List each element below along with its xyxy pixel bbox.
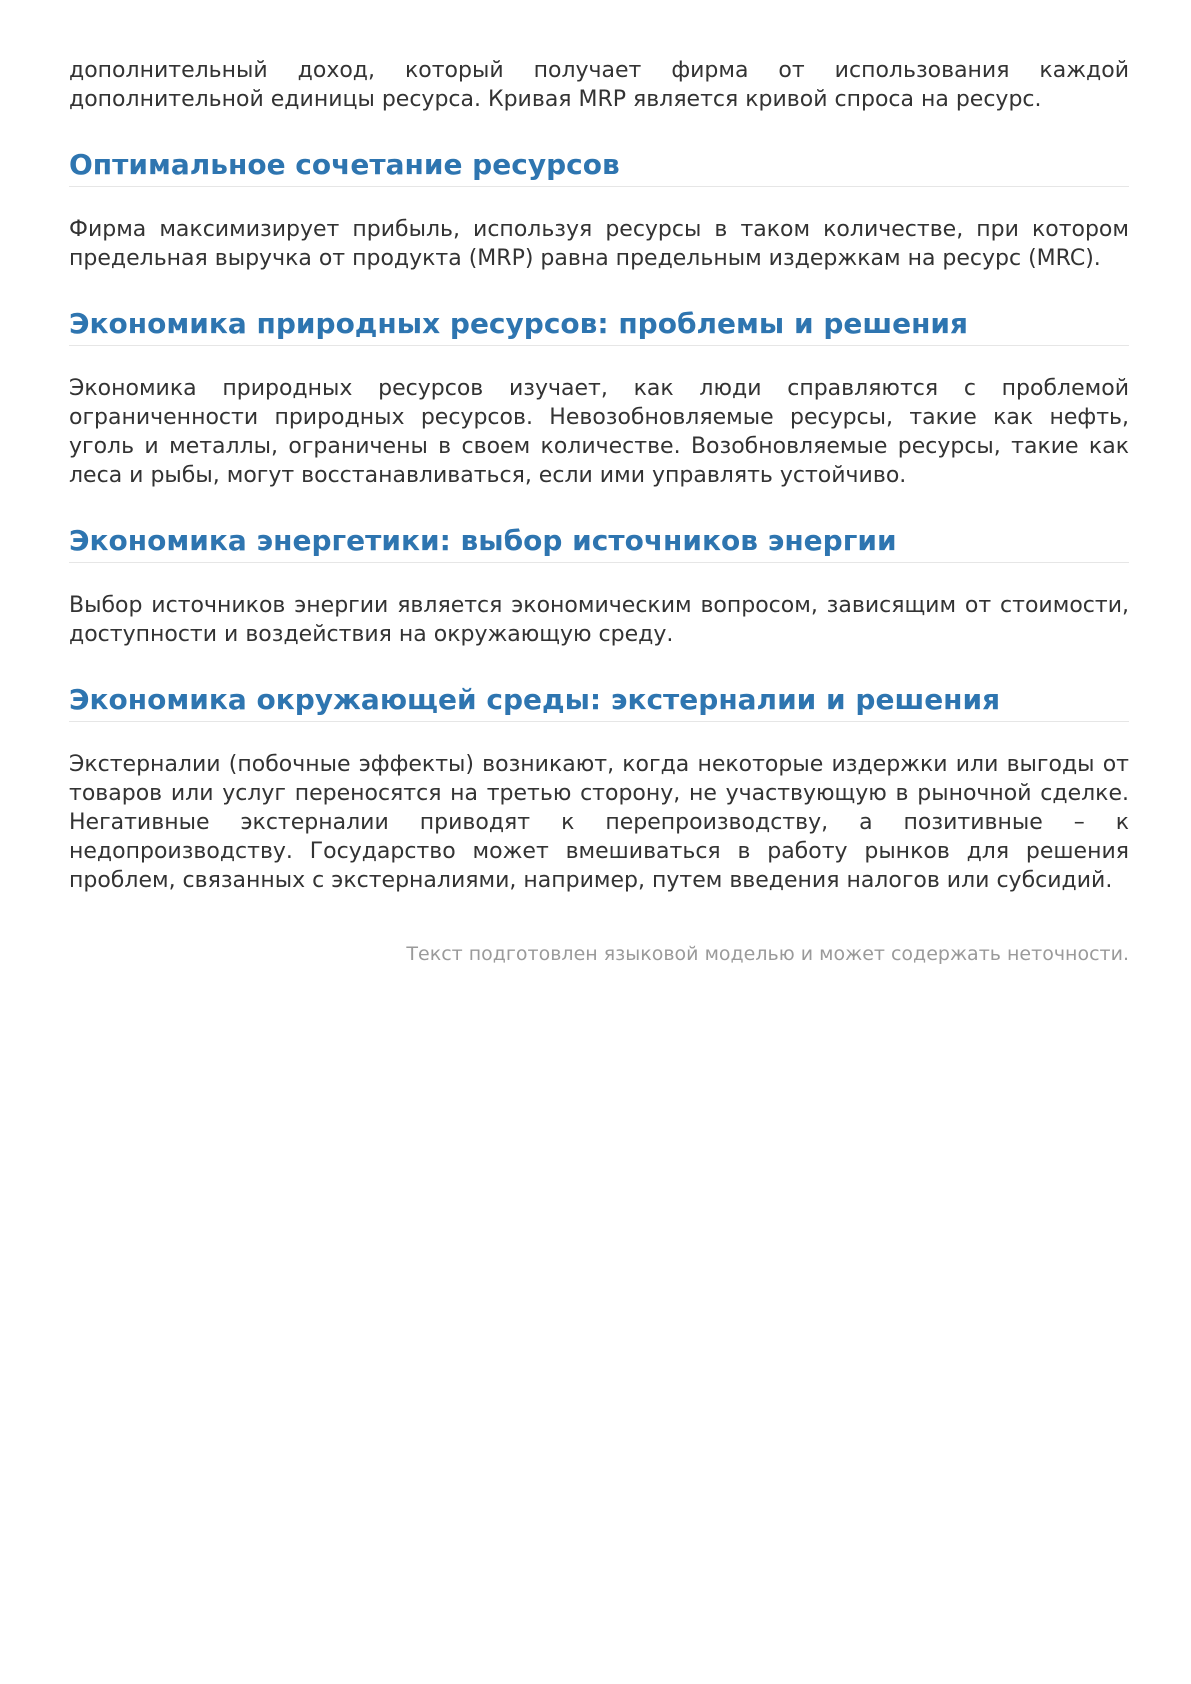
section-environmental-economics: [69, 681, 1129, 895]
section-heading: Экономика природных ресурсов: проблемы и решения: [69, 305, 1129, 346]
ai-disclaimer-footnote: Текст подготовлен языковой моделью и может содержать неточности.: [406, 943, 1129, 965]
section-paragraph: Фирма максимизирует прибыль, используя ресурсы в таком количестве, при котором предельная выручка от продукта (MRP) равна предельным издержкам на ресурс (MRC).: [69, 217, 1129, 271]
section-heading: Экономика энергетики: выбор источников энергии: [69, 522, 1129, 563]
intro-paragraph: дополнительный доход, который получает фирма от использования каждой дополнительной единицы ресурса. Кривая MRP является кривой спроса на ресурс.: [69, 58, 1129, 112]
section-paragraph: Экономика природных ресурсов изучает, как люди справляются с проблемой ограниченности природных ресурсов. Невозобновляемые ресурсы, такие как нефть, уголь и металлы, ограничены в своем количестве. Возобновляемые ресурсы, такие как леса и рыбы, могут восстанавливаться, если ими управлять устойчиво.: [69, 376, 1129, 488]
section-natural-resources: [69, 305, 1129, 490]
section-heading: Экономика окружающей среды: экстерналии и решения: [69, 681, 1129, 722]
section-energy-economics: [69, 522, 1129, 649]
section-optimal-resource-mix: [69, 146, 1129, 273]
document-page: [69, 56, 1129, 986]
section-paragraph: Выбор источников энергии является экономическим вопросом, зависящим от стоимости, доступности и воздействия на окружающую среду.: [69, 593, 1129, 647]
section-heading: Оптимальное сочетание ресурсов: [69, 146, 1129, 187]
section-paragraph: Экстерналии (побочные эффекты) возникают, когда некоторые издержки или выгоды от товаров или услуг переносятся на третью сторону, не участвующую в рыночной сделке. Негативные экстерналии приводят к перепроизводству, а позитивные – к недопроизводству. Государство может вмешиваться в работу рынков для решения проблем, связанных с экстерналиями, например, путем введения налогов или субсидий.: [69, 752, 1129, 893]
